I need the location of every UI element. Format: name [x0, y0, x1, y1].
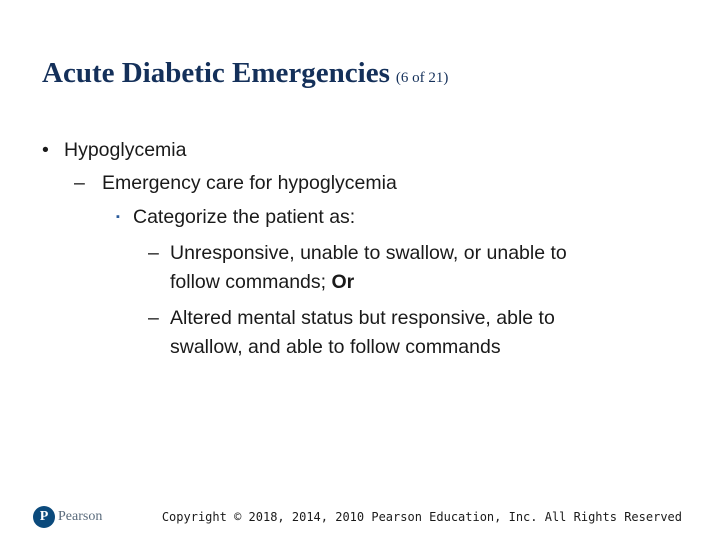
bullet-text: Unresponsive, unable to swallow, or unable to: [170, 242, 567, 264]
footer: [0, 500, 720, 534]
bullet-text: follow commands;: [170, 271, 332, 293]
bullet-level1: [42, 139, 186, 161]
square-bullet-icon: ▪: [116, 211, 120, 223]
title-main: Acute Diabetic Emergencies: [42, 57, 390, 89]
bullet-level4: [148, 242, 567, 264]
bullet-level4-continuation: [170, 336, 501, 358]
bullet-marker: –: [74, 172, 85, 194]
bullet-level2: [74, 172, 397, 194]
pearson-logo-wordmark: Pearson: [58, 509, 103, 524]
bullet-level4-continuation: [170, 271, 354, 293]
bullet-text: Categorize the patient as:: [133, 206, 356, 228]
bullet-emphasis: Or: [331, 271, 355, 293]
bullet-text: Hypoglycemia: [64, 139, 187, 161]
title-page-count: (6 of 21): [395, 70, 449, 86]
bullet-text: swallow, and able to follow commands: [170, 336, 501, 358]
pearson-logo: [33, 506, 102, 528]
bullet-level3: [116, 206, 355, 228]
bullet-text: Emergency care for hypoglycemia: [102, 172, 397, 194]
bullet-marker: •: [42, 139, 49, 161]
pearson-logo-icon: P: [33, 506, 55, 528]
bullet-text: Altered mental status but responsive, able to: [170, 307, 555, 329]
copyright-text: Copyright © 2018, 2014, 2010 Pearson Education, Inc. All Rights Reserved: [161, 510, 682, 524]
bullet-level4: [148, 307, 555, 329]
slide-title: [42, 57, 448, 90]
bullet-marker: –: [148, 307, 159, 329]
bullet-marker: –: [148, 242, 159, 264]
